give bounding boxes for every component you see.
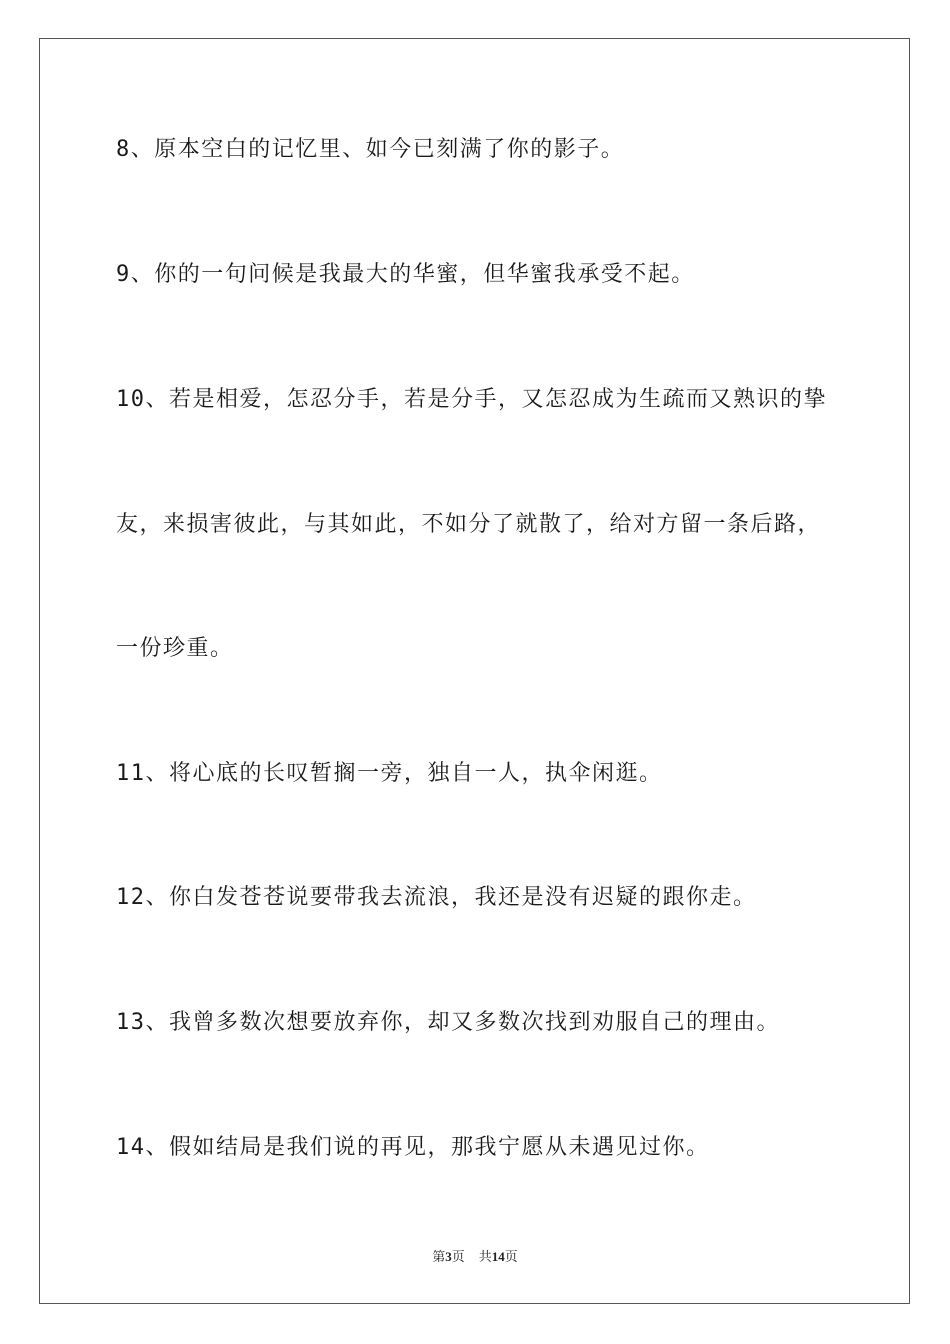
page-footer <box>0 1249 950 1265</box>
page-prefix: 第 <box>432 1249 446 1264</box>
total-suffix: 页 <box>504 1249 518 1264</box>
text-line: 13、我曾多数次想要放弃你，却又多数次找到劝服自己的理由。 <box>116 1010 780 1035</box>
text-line: 10、若是相爱，怎忍分手，若是分手，又怎忍成为生疏而又熟识的挚 <box>116 387 827 412</box>
total-prefix: 共 <box>478 1249 492 1264</box>
text-line: 12、你白发苍苍说要带我去流浪，我还是没有迟疑的跟你走。 <box>116 885 757 910</box>
text-line: 友，来损害彼此，与其如此，不如分了就散了，给对方留一条后路， <box>116 512 822 537</box>
page-border <box>39 38 910 1304</box>
text-line: 14、假如结局是我们说的再见，那我宁愿从未遇见过你。 <box>116 1135 710 1160</box>
text-line: 11、将心底的长叹暂搁一旁，独自一人，执伞闲逛。 <box>116 761 663 786</box>
text-line: 一份珍重。 <box>116 636 234 661</box>
text-line: 9、你的一句问候是我最大的华蜜，但华蜜我承受不起。 <box>116 262 695 287</box>
text-line: 8、原本空白的记忆里、如今已刻满了你的影子。 <box>116 137 625 162</box>
page-number: 3 <box>445 1249 452 1264</box>
page-suffix: 页 <box>451 1249 465 1264</box>
total-pages: 14 <box>491 1249 505 1264</box>
